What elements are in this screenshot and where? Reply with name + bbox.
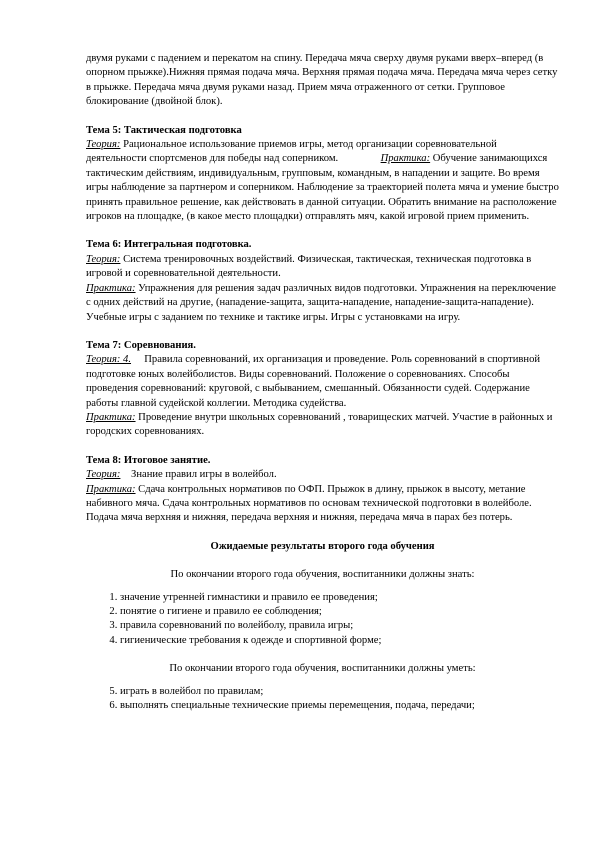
topic6-practice — [86, 282, 559, 325]
list-item: 1. значение утренней гимнастики и правило ее проведения; — [120, 591, 559, 605]
practice-text: Обучение занимающихся тактическим действиям, индивидуальным, групповым, командным, в нападении и защите. Во время игры наблюдение за партнером и соперником. Наблюдение за траекторией полета мяча и умение быстро принять правильное решение, как действовать в данной ситуации. Обратить внимание на расположение игроков на площадке, (в какое место площадки) отправлять мяч, какой игровой прием применить. — [86, 153, 559, 223]
practice-label: Практика: — [380, 153, 431, 165]
topic6-title: Тема 6: Интегральная подготовка. — [86, 239, 252, 251]
theory-text: Знание правил игры в волейбол. — [128, 469, 277, 481]
theory-text: Рациональное использование приемов игры, метод организации соревновательной деятельности спортсменов для победы над соперником. — [86, 139, 497, 165]
topic8-practice — [86, 483, 559, 526]
practice-text: Сдача контрольных нормативов по ОФП. Прыжок в длину, прыжок в высоту, метание набивного мяча. Сдача контрольных нормативов по основам технической подготовки в волейболе. Подача мяча верхняя и нижняя, передача верхняя и нижняя, передача мяча в парах без потерь. — [86, 483, 532, 524]
can-intro: По окончании второго года обучения, воспитанники должны уметь: — [169, 663, 476, 675]
list-item: 6. выполнять специальные технические приемы перемещения, подача, передачи; — [120, 699, 559, 713]
know-list — [86, 591, 559, 649]
theory-text: Система тренировочных воздействий. Физическая, тактическая, техническая подготовка в игровой и соревновательной деятельности. — [86, 253, 532, 280]
topic8-title: Тема 8: Итоговое занятие. — [86, 454, 211, 466]
theory-label: Теория: 4. — [86, 354, 132, 366]
topic8-theory — [86, 468, 559, 482]
topic6-theory — [86, 253, 559, 282]
theory-text: Правила соревнований, их организация и проведение. Роль соревнований в спортивной подготовке юных волейболистов. Виды соревнований. Положение о соревнованиях. Способы проведения соревнований: круговой, с выбыванием, смешанный. Обязанности судей. Содержание работы главной судейской коллегии. Методика судейства. — [86, 354, 541, 409]
list-item: 4. гигиенические требования к одежде и спортивной форме; — [120, 634, 559, 648]
practice-text: Упражнения для решения задач различных видов подготовки. Упражнения на переключение с одних действий на другие, (нападение-защита, защита-нападение, нападение-защита-нападение). Учебные игры с заданием по технике и тактике игры. Игры с установками на игру. — [86, 282, 557, 323]
topic7-title: Тема 7: Соревнования. — [86, 339, 196, 351]
list-item: 3. правила соревнований по волейболу, правила игры; — [120, 619, 559, 633]
can-list — [86, 685, 559, 714]
topic7-theory — [86, 353, 559, 411]
intro-paragraph: двумя руками с падением и перекатом на спину. Передача мяча сверху двумя руками вверх–вперед (в опорном прыжке).Нижняя прямая подача мяча. Верхняя прямая подача мяча. Передача мяча через сетку в прыжке. Передача мяча двумя руками назад. Прием мяча отраженного от сетки. Групповое блокирование (двойной блок). — [86, 53, 558, 108]
topic5-title: Тема 5: Тактическая подготовка — [86, 124, 242, 136]
know-intro: По окончании второго года обучения, воспитанники должны знать: — [170, 569, 475, 581]
results-title: Ожидаемые результаты второго года обучения — [210, 540, 435, 552]
practice-text: Проведение внутри школьных соревнований , товарищеских матчей. Участие в районных и городских соревнованиях. — [86, 411, 553, 438]
practice-label: Практика: — [86, 411, 136, 423]
practice-label: Практика: — [86, 282, 136, 294]
list-item: 5. играть в волейбол по правилам; — [120, 685, 559, 699]
practice-label: Практика: — [86, 483, 136, 495]
theory-label: Теория: — [86, 139, 121, 151]
topic7-practice — [86, 411, 559, 440]
theory-label: Теория: — [86, 253, 121, 265]
topic5-body — [86, 138, 559, 224]
theory-label: Теория: — [86, 469, 121, 481]
list-item: 2. понятие о гигиене и правило ее соблюдения; — [120, 605, 559, 619]
